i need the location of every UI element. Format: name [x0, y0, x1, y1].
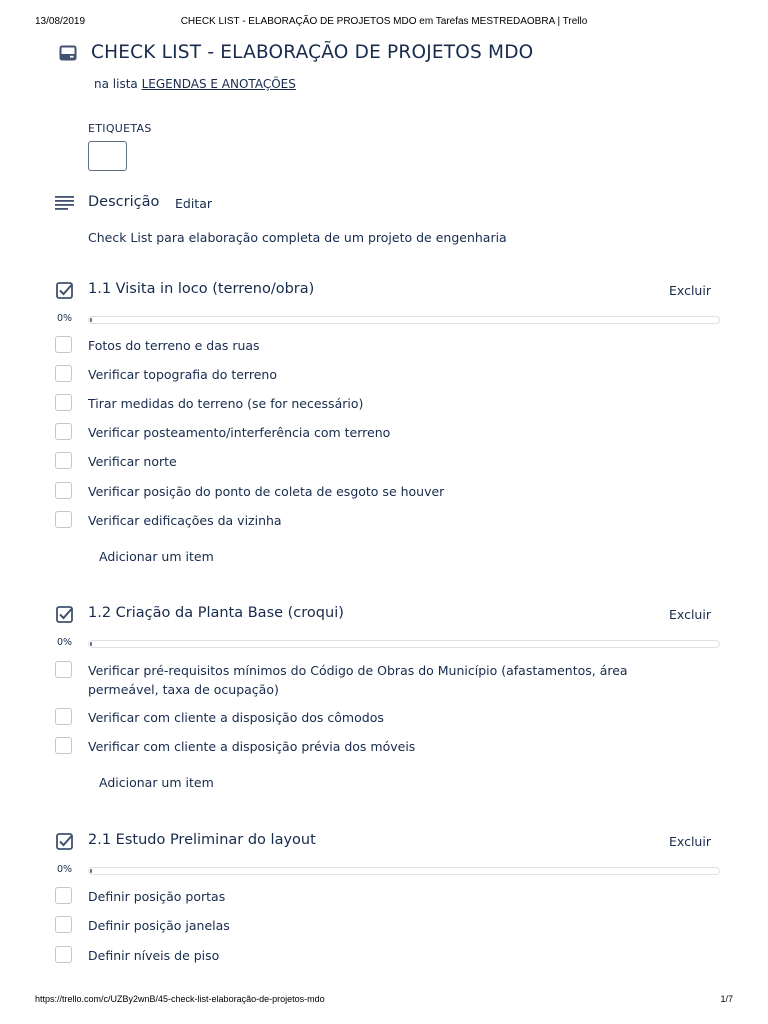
print-footer — [0, 994, 768, 1008]
item-text[interactable]: Definir posição janelas — [88, 918, 230, 933]
description-edit-button[interactable]: Editar — [175, 196, 213, 211]
item-text[interactable]: Fotos do terreno e das ruas — [88, 338, 260, 353]
item-checkbox[interactable] — [55, 365, 72, 382]
print-page-number: 1/7 — [720, 994, 733, 1004]
checklist-icon — [56, 282, 73, 299]
item-checkbox[interactable] — [55, 482, 72, 499]
item-checkbox[interactable] — [55, 737, 72, 754]
progress-start-marker — [90, 869, 92, 873]
print-date: 13/08/2019 — [35, 16, 86, 27]
add-item-button[interactable]: Adicionar um item — [99, 549, 214, 564]
description-heading: Descrição — [88, 194, 160, 210]
item-text[interactable]: Definir posição portas — [88, 889, 226, 904]
checklist-progress-bar — [88, 316, 720, 324]
print-header — [0, 16, 768, 30]
checklist-icon — [56, 833, 73, 850]
item-text[interactable]: Verificar com cliente a disposição prévia dos móveis — [88, 739, 416, 754]
item-text[interactable]: Verificar posteamento/interferência com terreno — [88, 425, 391, 440]
checklist-progress-percent: 0% — [57, 864, 73, 875]
print-url: https://trello.com/c/UZBy2wnB/45-check-list-elaboração-de-projetos-mdo — [35, 994, 325, 1004]
item-checkbox[interactable] — [55, 946, 72, 963]
item-text[interactable]: Verificar norte — [88, 454, 177, 469]
progress-start-marker — [90, 318, 92, 322]
item-checkbox[interactable] — [55, 394, 72, 411]
list-prefix: na lista — [94, 77, 138, 91]
checklist-title[interactable]: 2.1 Estudo Preliminar do layout — [88, 832, 316, 848]
checklist-progress-bar — [88, 640, 720, 648]
description-text[interactable]: Check List para elaboração completa de um projeto de engenharia — [88, 230, 507, 245]
checklist-title[interactable]: 1.1 Visita in loco (terreno/obra) — [88, 281, 315, 297]
checklist-progress-percent: 0% — [57, 313, 73, 324]
item-text[interactable]: Verificar posição do ponto de coleta de esgoto se houver — [88, 484, 445, 499]
checklist-progress-percent: 0% — [57, 637, 73, 648]
item-text[interactable]: Verificar edificações da vizinha — [88, 513, 282, 528]
item-text[interactable]: Verificar pré-requisitos mínimos do Código de Obras do Município (afastamentos, área permeável, taxa de ocupação) — [88, 663, 628, 697]
description-lines-icon — [55, 196, 74, 210]
item-checkbox[interactable] — [55, 336, 72, 353]
checklist-progress-bar — [88, 867, 720, 875]
item-checkbox[interactable] — [55, 916, 72, 933]
list-name-link[interactable]: LEGENDAS E ANOTAÇÕES — [141, 77, 296, 91]
item-checkbox[interactable] — [55, 661, 72, 678]
checklist-icon — [56, 606, 73, 623]
item-checkbox[interactable] — [55, 887, 72, 904]
item-checkbox[interactable] — [55, 708, 72, 725]
card-title[interactable]: CHECK LIST - ELABORAÇÃO DE PROJETOS MDO — [91, 42, 534, 63]
checklist-delete-button[interactable]: Excluir — [669, 283, 711, 298]
item-checkbox[interactable] — [55, 423, 72, 440]
checklist-delete-button[interactable]: Excluir — [669, 607, 711, 622]
item-text[interactable]: Verificar com cliente a disposição dos cômodos — [88, 710, 384, 725]
print-page-title: CHECK LIST - ELABORAÇÃO DE PROJETOS MDO em Tarefas MESTREDAOBRA | Trello — [180, 16, 588, 27]
checklist-title[interactable]: 1.2 Criação da Planta Base (croqui) — [88, 605, 344, 621]
item-text[interactable]: Tirar medidas do terreno (se for necessário) — [88, 396, 364, 411]
labels-heading: ETIQUETAS — [88, 122, 152, 135]
progress-start-marker — [90, 642, 92, 646]
add-label-button[interactable] — [88, 141, 127, 171]
item-text[interactable]: Definir níveis de piso — [88, 948, 220, 963]
item-checkbox[interactable] — [55, 511, 72, 528]
card-icon — [59, 45, 77, 61]
item-text[interactable]: Verificar topografia do terreno — [88, 367, 277, 382]
checklist-delete-button[interactable]: Excluir — [669, 834, 711, 849]
card-list-info — [94, 77, 296, 91]
add-item-button[interactable]: Adicionar um item — [99, 775, 214, 790]
item-checkbox[interactable] — [55, 452, 72, 469]
